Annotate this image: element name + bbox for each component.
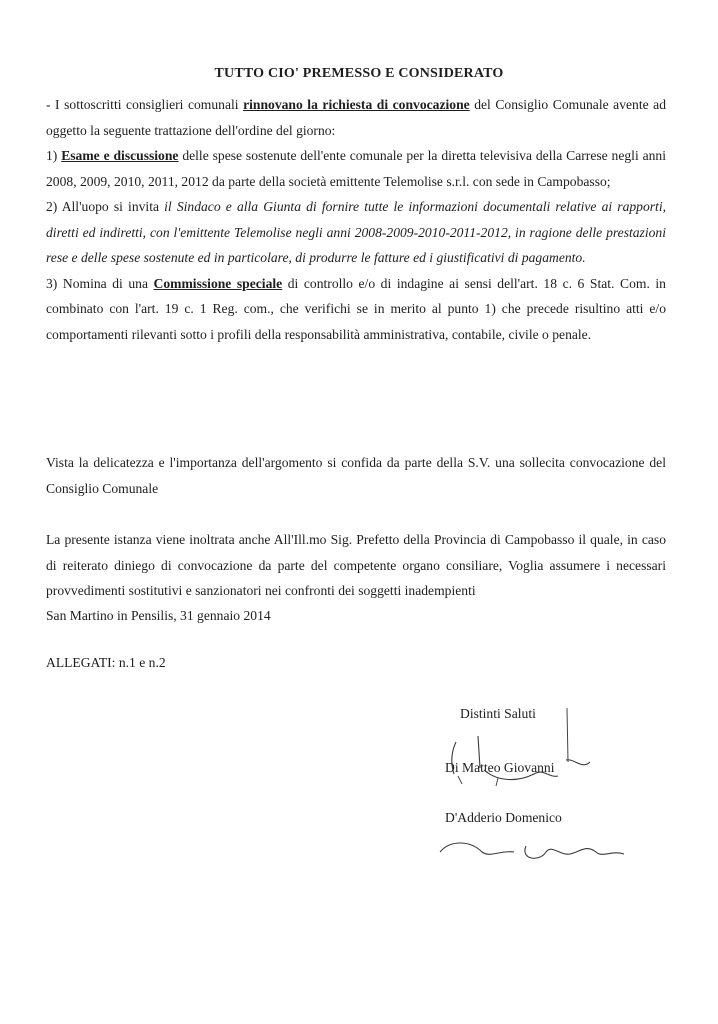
request-section xyxy=(46,92,666,347)
item-3-underlined: Commissione speciale xyxy=(153,275,283,291)
vista-paragraph xyxy=(46,450,666,501)
presente-text: La presente istanza viene inoltrata anche All'Ill.mo Sig. Prefetto della Provincia di Campobasso il quale, in caso di reiterato diniego di convocazione da parte del competente organo consiliare, Voglia assumere i necessari provvedimenti sostitutivi e sanzionatori nei confronti dei soggetti inadempienti xyxy=(46,532,666,598)
signature-1 xyxy=(438,730,608,790)
intro-paragraph xyxy=(46,92,666,143)
place-date: San Martino in Pensilis, 31 gennaio 2014 xyxy=(46,608,271,623)
document-title: TUTTO CIO' PREMESSO E CONSIDERATO xyxy=(214,66,504,81)
intro-underlined: rinnovano la richiesta di convocazione xyxy=(243,97,470,112)
allegati: ALLEGATI: n.1 e n.2 xyxy=(46,655,166,670)
item-2-pre: 2) All'uopo si invita xyxy=(46,199,165,214)
item-3-post: di controllo e/o di indagine ai sensi dell'art. 18 c. 6 Stat. Com. in combinato con l'art. 19 c. 1 Reg. com., che verifichi se in merito al punto 1) che precede risultino atti e/o comportamenti rilevanti sotto i profili della responsabilità amministrativa, contabile, civile o penale. xyxy=(46,275,666,342)
signer-1-name: Di Matteo Giovanni xyxy=(445,760,555,775)
item-1-number: 1) xyxy=(46,148,62,163)
signature-2 xyxy=(430,830,640,870)
item-1-text: delle spese sostenute dell'ente comunale per la diretta televisiva della Carrese negli anni 2008, 2009, 2010, 2011, 2012 da parte della società emittente Telemolise s.r.l. con sede in Campobasso; xyxy=(46,148,666,189)
closing-greeting: Distinti Saluti xyxy=(460,706,536,721)
intro-pre: - I sottoscritti consiglieri comunali xyxy=(46,97,244,112)
presente-paragraph xyxy=(46,527,666,604)
signer-2-name: D'Adderio Domenico xyxy=(445,810,562,825)
item-3-pre: 3) Nomina di una xyxy=(46,275,154,291)
item-1 xyxy=(46,143,666,194)
item-2 xyxy=(46,194,666,271)
item-2-italic: il Sindaco e alla Giunta di fornire tutte le informazioni documentali relative ai rapporti, diretti ed indiretti, con l'emittente Telemolise negli anni 2008-2009-2010-2011-2012, in ragione delle prestazioni rese e delle spese sostenute ed in particolare, di produrre le fatture ed i giustificativi di pagamento. xyxy=(46,199,667,265)
item-3 xyxy=(46,271,666,348)
item-1-underlined: Esame e discussione xyxy=(61,148,179,163)
intro-post: del Consiglio Comunale avente ad oggetto la seguente trattazione dell'ordine del giorno: xyxy=(46,97,666,138)
vista-text: Vista la delicatezza e l'importanza dell'argomento si confida da parte della S.V. una sollecita convocazione del Consiglio Comunale xyxy=(46,455,666,496)
